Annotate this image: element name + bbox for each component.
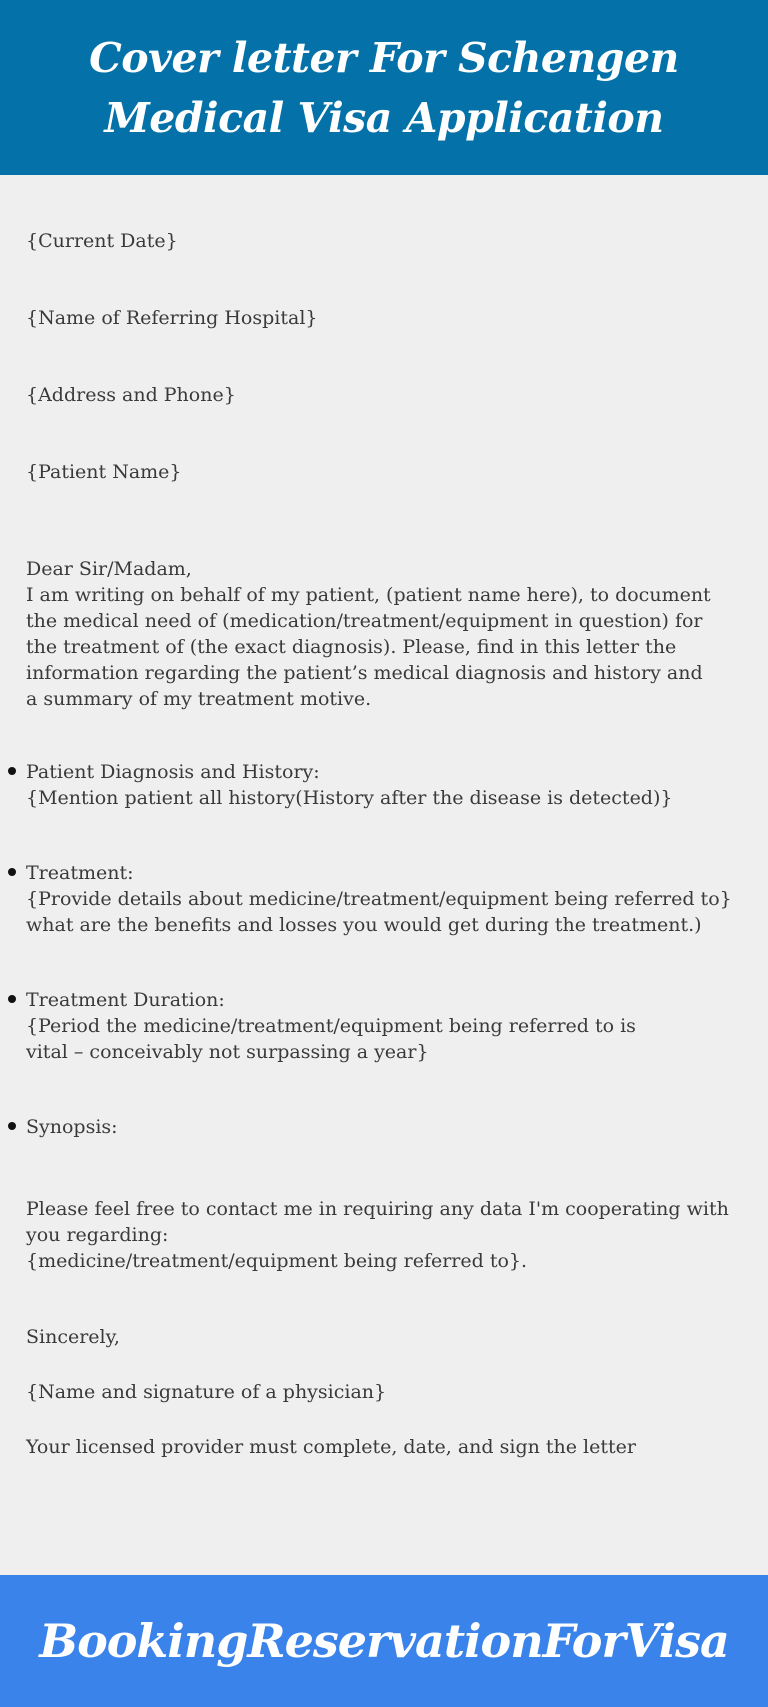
signature-placeholder: {Name and signature of a physician} [26,1381,387,1403]
bullet-line: vital – conceivably not surpassing a year} [26,1041,429,1063]
salutation: Dear Sir/Madam, [26,558,192,580]
bullet-line: {Provide details about medicine/treatment/equipment being referred to} [26,888,732,910]
bullet-heading: Synopsis: [26,1116,118,1138]
bullet-line: {Mention patient all history(History after the disease is detected)} [26,787,673,809]
contact-line: you regarding: [26,1224,169,1246]
intro-paragraph [26,556,726,712]
bullet-dot [8,767,16,775]
bullet-line: what are the benefits and losses you would get during the treatment.) [26,914,702,936]
brand-logo-text: BookingReservationForVisa [39,1614,729,1668]
bullet-heading: Treatment: [26,862,134,884]
page-title-line-1: Cover letter For Schengen [89,33,679,82]
header-banner [0,0,768,175]
intro-line: information regarding the patient’s medical diagnosis and history and [26,662,703,684]
signing-note: Your licensed provider must complete, date, and sign the letter [26,1436,636,1458]
page-title-line-2: Medical Visa Application [104,93,664,142]
intro-line: I am writing on behalf of my patient, (patient name here), to document [26,584,711,606]
footer-banner [0,1575,768,1707]
bullet-diagnosis-history [26,759,726,811]
bullet-dot [8,868,16,876]
intro-line: the treatment of (the exact diagnosis). Please, find in this letter the [26,636,677,658]
bullet-dot [8,995,16,1003]
letter-body [0,175,768,1575]
closing: Sincerely, [26,1326,120,1348]
patient-name: {Patient Name} [26,461,182,483]
bullet-synopsis [26,1114,726,1140]
bullet-heading: Treatment Duration: [26,989,225,1011]
contact-line: Please feel free to contact me in requiring any data I'm cooperating with [26,1198,729,1220]
bullet-heading: Patient Diagnosis and History: [26,761,320,783]
contact-paragraph [26,1196,729,1274]
address-phone: {Address and Phone} [26,384,236,406]
intro-line: the medical need of (medication/treatment/equipment in question) for [26,610,703,632]
intro-line: a summary of my treatment motive. [26,688,372,710]
hospital-name: {Name of Referring Hospital} [26,307,318,329]
bullet-treatment [26,860,732,938]
contact-line: {medicine/treatment/equipment being referred to}. [26,1250,528,1272]
bullet-dot [8,1122,16,1130]
current-date: {Current Date} [26,230,178,252]
bullet-line: {Period the medicine/treatment/equipment being referred to is [26,1015,636,1037]
bullet-treatment-duration [26,987,726,1065]
